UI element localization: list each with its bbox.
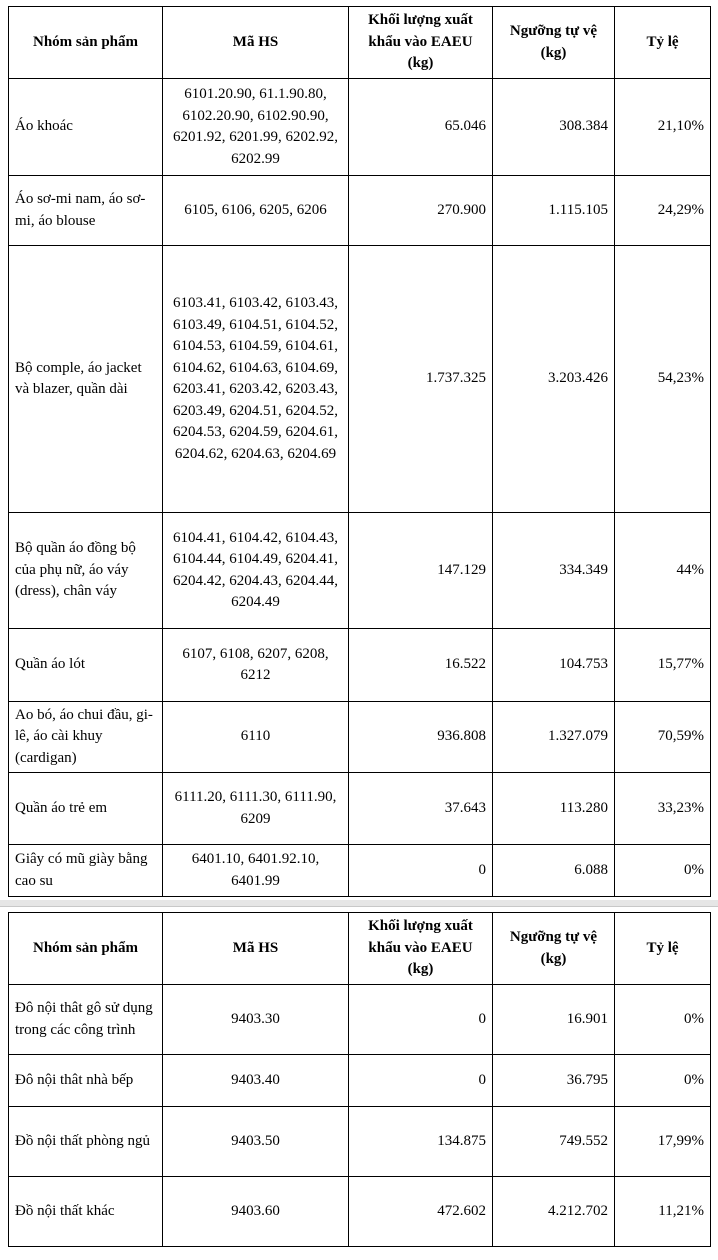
cell-group: Ao bó, áo chui đầu, gi-lê, áo cài khuy (cardigan) (9, 702, 163, 773)
header-export-volume: Khối lượng xuất khẩu vào EAEU (kg) (349, 913, 493, 985)
cell-volume: 270.900 (349, 176, 493, 246)
cell-group: Đô nội thât nhà bếp (9, 1055, 163, 1107)
header-hs-code: Mã HS (163, 913, 349, 985)
cell-hs-code: 9403.60 (163, 1177, 349, 1247)
cell-group: Đồ nội thất khác (9, 1177, 163, 1247)
cell-ratio: 24,29% (615, 176, 711, 246)
table-row (9, 845, 711, 897)
cell-ratio: 0% (615, 845, 711, 897)
cell-threshold: 1.327.079 (493, 702, 615, 773)
header-threshold: Ngưỡng tự vệ (kg) (493, 913, 615, 985)
cell-volume: 147.129 (349, 513, 493, 629)
table-row (9, 176, 711, 246)
cell-hs-code: 9403.40 (163, 1055, 349, 1107)
cell-hs-code: 6103.41, 6103.42, 6103.43, 6103.49, 6104.51, 6104.52, 6104.53, 6104.59, 6104.61, 6104.62, 6104.63, 6104.69, 6203.41, 6203.42, 6203.43, 6203.49, 6204.51, 6204.52, 6204.53, 6204.59, 6204.61, 6204.62, 6204.63, 6204.69 (163, 246, 349, 513)
cell-ratio: 11,21% (615, 1177, 711, 1247)
table-row (9, 1177, 711, 1247)
cell-threshold: 104.753 (493, 629, 615, 702)
cell-hs-code: 6111.20, 6111.30, 6111.90, 6209 (163, 773, 349, 845)
table-row (9, 513, 711, 629)
header-export-volume: Khối lượng xuất khẩu vào EAEU (kg) (349, 7, 493, 79)
table-row (9, 1107, 711, 1177)
cell-threshold: 308.384 (493, 79, 615, 176)
cell-group: Quần áo lót (9, 629, 163, 702)
header-ratio: Tỷ lệ (615, 913, 711, 985)
table-header-row (9, 913, 711, 985)
table-row (9, 246, 711, 513)
cell-volume: 134.875 (349, 1107, 493, 1177)
cell-ratio: 0% (615, 1055, 711, 1107)
cell-threshold: 4.212.702 (493, 1177, 615, 1247)
cell-hs-code: 6101.20.90, 61.1.90.80, 6102.20.90, 6102.90.90, 6201.92, 6201.99, 6202.92, 6202.99 (163, 79, 349, 176)
cell-volume: 0 (349, 845, 493, 897)
table-row (9, 79, 711, 176)
table-header-row (9, 7, 711, 79)
cell-volume: 472.602 (349, 1177, 493, 1247)
cell-hs-code: 9403.50 (163, 1107, 349, 1177)
cell-volume: 0 (349, 985, 493, 1055)
table-row (9, 629, 711, 702)
cell-threshold: 334.349 (493, 513, 615, 629)
header-threshold: Ngưỡng tự vệ (kg) (493, 7, 615, 79)
cell-volume: 16.522 (349, 629, 493, 702)
cell-threshold: 113.280 (493, 773, 615, 845)
cell-ratio: 0% (615, 985, 711, 1055)
table-row (9, 985, 711, 1055)
cell-threshold: 36.795 (493, 1055, 615, 1107)
header-group: Nhóm sản phẩm (9, 7, 163, 79)
cell-group: Bộ quần áo đồng bộ của phụ nữ, áo váy (dress), chân váy (9, 513, 163, 629)
table-textile-safeguard (8, 6, 711, 897)
header-ratio: Tỷ lệ (615, 7, 711, 79)
cell-group: Áo sơ-mi nam, áo sơ-mi, áo blouse (9, 176, 163, 246)
cell-volume: 37.643 (349, 773, 493, 845)
cell-volume: 0 (349, 1055, 493, 1107)
cell-group: Giây có mũ giày bằng cao su (9, 845, 163, 897)
cell-ratio: 21,10% (615, 79, 711, 176)
cell-ratio: 54,23% (615, 246, 711, 513)
cell-threshold: 6.088 (493, 845, 615, 897)
page-separator-line (0, 906, 718, 907)
cell-group: Quần áo trẻ em (9, 773, 163, 845)
table-row (9, 773, 711, 845)
cell-hs-code: 6107, 6108, 6207, 6208, 6212 (163, 629, 349, 702)
cell-ratio: 44% (615, 513, 711, 629)
cell-threshold: 749.552 (493, 1107, 615, 1177)
cell-ratio: 33,23% (615, 773, 711, 845)
cell-threshold: 16.901 (493, 985, 615, 1055)
cell-group: Đô nội thât gô sử dụng trong các công trình (9, 985, 163, 1055)
table-row (9, 702, 711, 773)
cell-hs-code: 6105, 6106, 6205, 6206 (163, 176, 349, 246)
cell-group: Đồ nội thất phòng ngủ (9, 1107, 163, 1177)
cell-group: Áo khoác (9, 79, 163, 176)
cell-hs-code: 6104.41, 6104.42, 6104.43, 6104.44, 6104.49, 6204.41, 6204.42, 6204.43, 6204.44, 6204.49 (163, 513, 349, 629)
cell-hs-code: 6401.10, 6401.92.10, 6401.99 (163, 845, 349, 897)
cell-threshold: 3.203.426 (493, 246, 615, 513)
cell-threshold: 1.115.105 (493, 176, 615, 246)
cell-ratio: 17,99% (615, 1107, 711, 1177)
cell-hs-code: 9403.30 (163, 985, 349, 1055)
header-hs-code: Mã HS (163, 7, 349, 79)
cell-volume: 936.808 (349, 702, 493, 773)
cell-volume: 1.737.325 (349, 246, 493, 513)
table-row (9, 1055, 711, 1107)
header-group: Nhóm sản phẩm (9, 913, 163, 985)
cell-group: Bộ comple, áo jacket và blazer, quần dài (9, 246, 163, 513)
table-furniture-safeguard (8, 912, 711, 1247)
cell-hs-code: 6110 (163, 702, 349, 773)
cell-ratio: 15,77% (615, 629, 711, 702)
cell-ratio: 70,59% (615, 702, 711, 773)
cell-volume: 65.046 (349, 79, 493, 176)
